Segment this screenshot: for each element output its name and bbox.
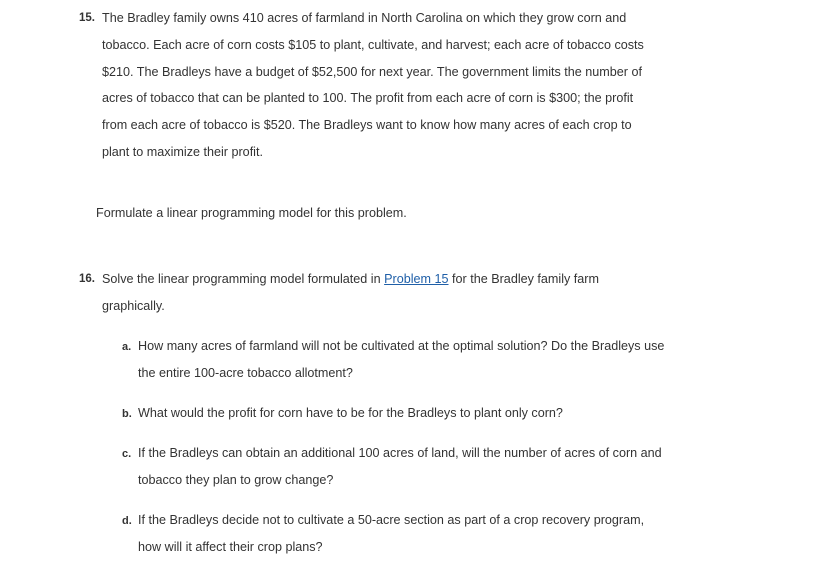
problem-16-line-1-before: Solve the linear programming model formulated in [102, 272, 385, 286]
problem-15-line: tobacco. Each acre of corn costs $105 to plant, cultivate, and harvest; each acre of tobacco costs [102, 37, 644, 52]
problem-16-line-1 [102, 266, 599, 293]
problem-16-number: 16. [79, 273, 95, 285]
problem-15-instruction: Formulate a linear programming model for this problem. [96, 206, 407, 220]
part-d-text [138, 507, 644, 561]
part-d-letter: d. [122, 515, 132, 527]
problem-15-line: plant to maximize their profit. [102, 144, 263, 159]
problem-16-text [102, 266, 599, 320]
problem-15-link[interactable]: Problem 15 [384, 272, 449, 286]
problem-15-line: acres of tobacco that can be planted to 100. The profit from each acre of corn is $300; the profit [102, 91, 634, 106]
part-d-line: how will it affect their crop plans? [138, 539, 323, 554]
part-a-line: the entire 100-acre tobacco allotment? [138, 365, 353, 380]
problem-15-text [102, 5, 644, 166]
part-a-text [138, 333, 664, 387]
problem-15-line: The Bradley family owns 410 acres of farmland in North Carolina on which they grow corn and [102, 11, 627, 25]
part-b-letter: b. [122, 408, 132, 420]
part-b-text [138, 400, 563, 427]
part-c-line: tobacco they plan to grow change? [138, 472, 334, 487]
problem-15-line: from each acre of tobacco is $520. The Bradleys want to know how many acres of each crop to [102, 118, 632, 133]
part-b-line: What would the profit for corn have to be for the Bradleys to plant only corn? [138, 406, 563, 420]
part-c-letter: c. [122, 448, 132, 460]
part-d-line: If the Bradleys decide not to cultivate a 50-acre section as part of a crop recovery program, [138, 513, 645, 527]
part-c-line: If the Bradleys can obtain an additional 100 acres of land, will the number of acres of corn and [138, 446, 662, 460]
problem-15-number: 15. [79, 12, 95, 24]
problem-15-line: $210. The Bradleys have a budget of $52,500 for next year. The government limits the number of [102, 64, 642, 79]
part-c-text [138, 440, 662, 494]
part-a-line: How many acres of farmland will not be cultivated at the optimal solution? Do the Bradleys use [138, 339, 665, 353]
problem-16-line-1-after: for the Bradley family farm [448, 272, 599, 286]
problem-16-line-2: graphically. [102, 298, 165, 313]
part-a-letter: a. [122, 341, 132, 353]
